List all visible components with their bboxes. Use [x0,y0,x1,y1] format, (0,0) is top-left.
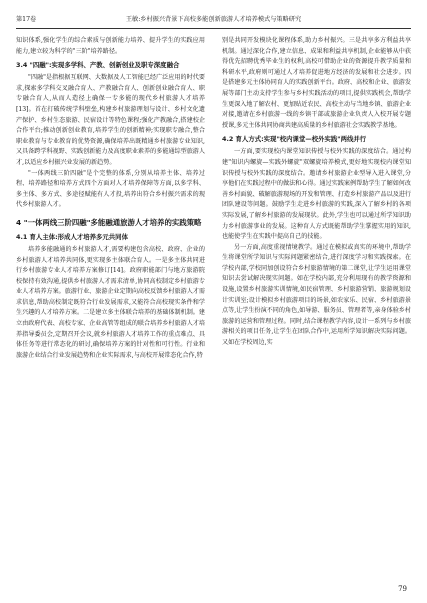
section-3-4-heading: 3.4 "四融":实现多学科、产教、创新创业及职专深度融合 [16,61,180,70]
left-paragraph-1: 知识体系,强化学生的综合素质与创新能力培养、提升学生的实践应用能力,建立较为科学的"三阶"培养路径。 [16,37,205,55]
section-4-2-heading: 4.2 育人方式:实现"校内课堂—校外实践"两线并行 [222,135,367,144]
left-column [16,36,205,361]
right-paragraph-2: 一方面,要实现校内课堂知识传授与校外实践的深度结合。通过构建"知识内螺旋—实践外螺旋"双螺旋培养模式,更好地实现校内课堂知识传授与校外实践的深度结合。邀请乡村旅游企业型导入进入课堂,分享他们在实践过程中的做法和心得。通过实践案例帮助学生了解如何改善乡村面貌、破解旅游现场的开发和管理、打造乡村旅游产品以及进行团队建设等问题。鼓励学生走进乡村旅游的实践,深入了解乡村的各项实际发展,了解乡村旅游的发展现状。此外,学生也可以通过所学知识助力乡村旅游事业的发展。这种育人方式既能帮助学生掌握实用的知识,也能使学生在实践中提高自己的技能。 [222,148,411,241]
right-column [222,36,411,349]
page-number: 79 [398,585,407,593]
left-paragraph-2: "四融"是指根据互联网、大数据及人工智能已经广泛应用的时代要求,探索多学科交叉融合育人、产教融合育人、创新创业融合育人、职专融合育人,从而人造径上确保一专多能的现代乡村旅游人才培养[13]。首在打破传统学科壁垒,构建乡村旅游理划与设计、乡村文化遗产保护、乡村生态旅游、民宿设计等特色课程;强化产教融合,搭建校企合作平台;推动创新创业教育,培养学生的创新精神;实现职专融合,整合职业教育与专业教育的优势资源,确保培养出既精通乡村旅游专业知识,又具备跨学科视野、实践创新能力及高度职业素养的多能通综型旅游人才,以适应乡村振兴业发展的新趋势。 [16,74,205,166]
running-title: 王敏:乡村振兴背景下高校多能创新旅游人才培养模式与策略研究 [125,16,302,23]
right-paragraph-1: 别是共同开发模块化课程体系,助力乡村振兴。三是共享多方利益共享机制。通过深化合作,建立信息、成果和利益共享机制,企业能够从中获得优先招聘优秀毕业生的权利,高校可借助企业的资源提升教学质量和科研水平,政府则可通过人才培养促进地方经济的发展和社会进步。四是搭建多元主体协同育人的实践创新平台。政府、高校和企业、旅游发展等部门主动支持学生参与乡村实践活动的项目,提供实践机会,帮助学生更深入地了解农村、更加贴近农民、高校主动与当地乡镇、旅游企业对接,邀请在乡村旅游一线的乡镇干部或旅游企业负责人入校开展专题授课,多元主体共同协商共建高质量的乡村旅游社会实践教学基地。 [222,37,411,129]
section-4-heading: 4 "一体两线三阶四融"多能融通旅游人才培养的实践策略 [16,217,202,227]
left-paragraph-4: 培养多能融通的乡村旅游人才,需要构建包含高校、政府、企业的乡村旅游人才培养共同体,更实现多主体联合育人。一是多主体共同进行乡村旅游专业人才培养方案修订[14]。政府职能部门与地方旅游院校保持有效沟通,提供乡村旅游人才需求清单,协同高校制定乡村旅游专业人才培养方案。旅游行业、旅游企业定期向高校反馈乡村旅游人才需求信息,帮助高校制定既符合行业发展需求,又能符合高校现实条件和学生兴趣的人才培养方案。二是建立多主体联合培养的基础体制机制。建立由政府代表、高校专家、企业高管等组成的联合培养乡村旅游人才培养指导委员会,定期召开会议,就乡村旅游人才培养工作的重点难点、具体任务等进行常态化的研讨,确保培养方案的针对性和可行性。行业和旅游企业结合行业发展趋势和企业实际需求,与高校开展常态化合作,特 [16,245,205,359]
volume-label: 第17卷 [16,16,37,23]
left-paragraph-3: "一体两线三阶四融"是个完整的体系,分别从培养主体、培养过程、培养路径和培养方式四个方面对人才培养保障等方面,以多学科、多主体、多方式、多途径赋能有人才投,培养出符合乡村振兴需求的现代乡村旅游人才。 [16,169,205,209]
section-4-1-heading: 4.1 育人主体:形成人才培养多元共同体 [16,232,128,241]
right-paragraph-3: 另一方面,高度重视情境教学。通过在模拟或真实的环境中,帮助学生将课堂所学知识与实际问题紧密结合,进行深度学习和实践探索。在学校内部,学校同加创设符合乡村旅游情境的第二课堂,让学生运用课堂知识去尝试解决现实问题。如在学校内部,充分利用现有的教学资源和设施,设置乡村旅游实训情境,如民宿管理、乡村旅游营销、旅游规划设计实训室;设计模拟乡村旅游项目的场景,如农家乐、民宿、乡村旅游景点等,让学生扮演不同的角色,如导游、服务员、管理者等,亲身体验乡村旅游的运营和管理过程。同时,结合课程教学内容,设计一系列与乡村旅游相关的项目任务,让学生在团队合作中,运用所学知识解决实际问题。又如在学校周边,实 [222,243,411,347]
running-header [16,14,411,29]
